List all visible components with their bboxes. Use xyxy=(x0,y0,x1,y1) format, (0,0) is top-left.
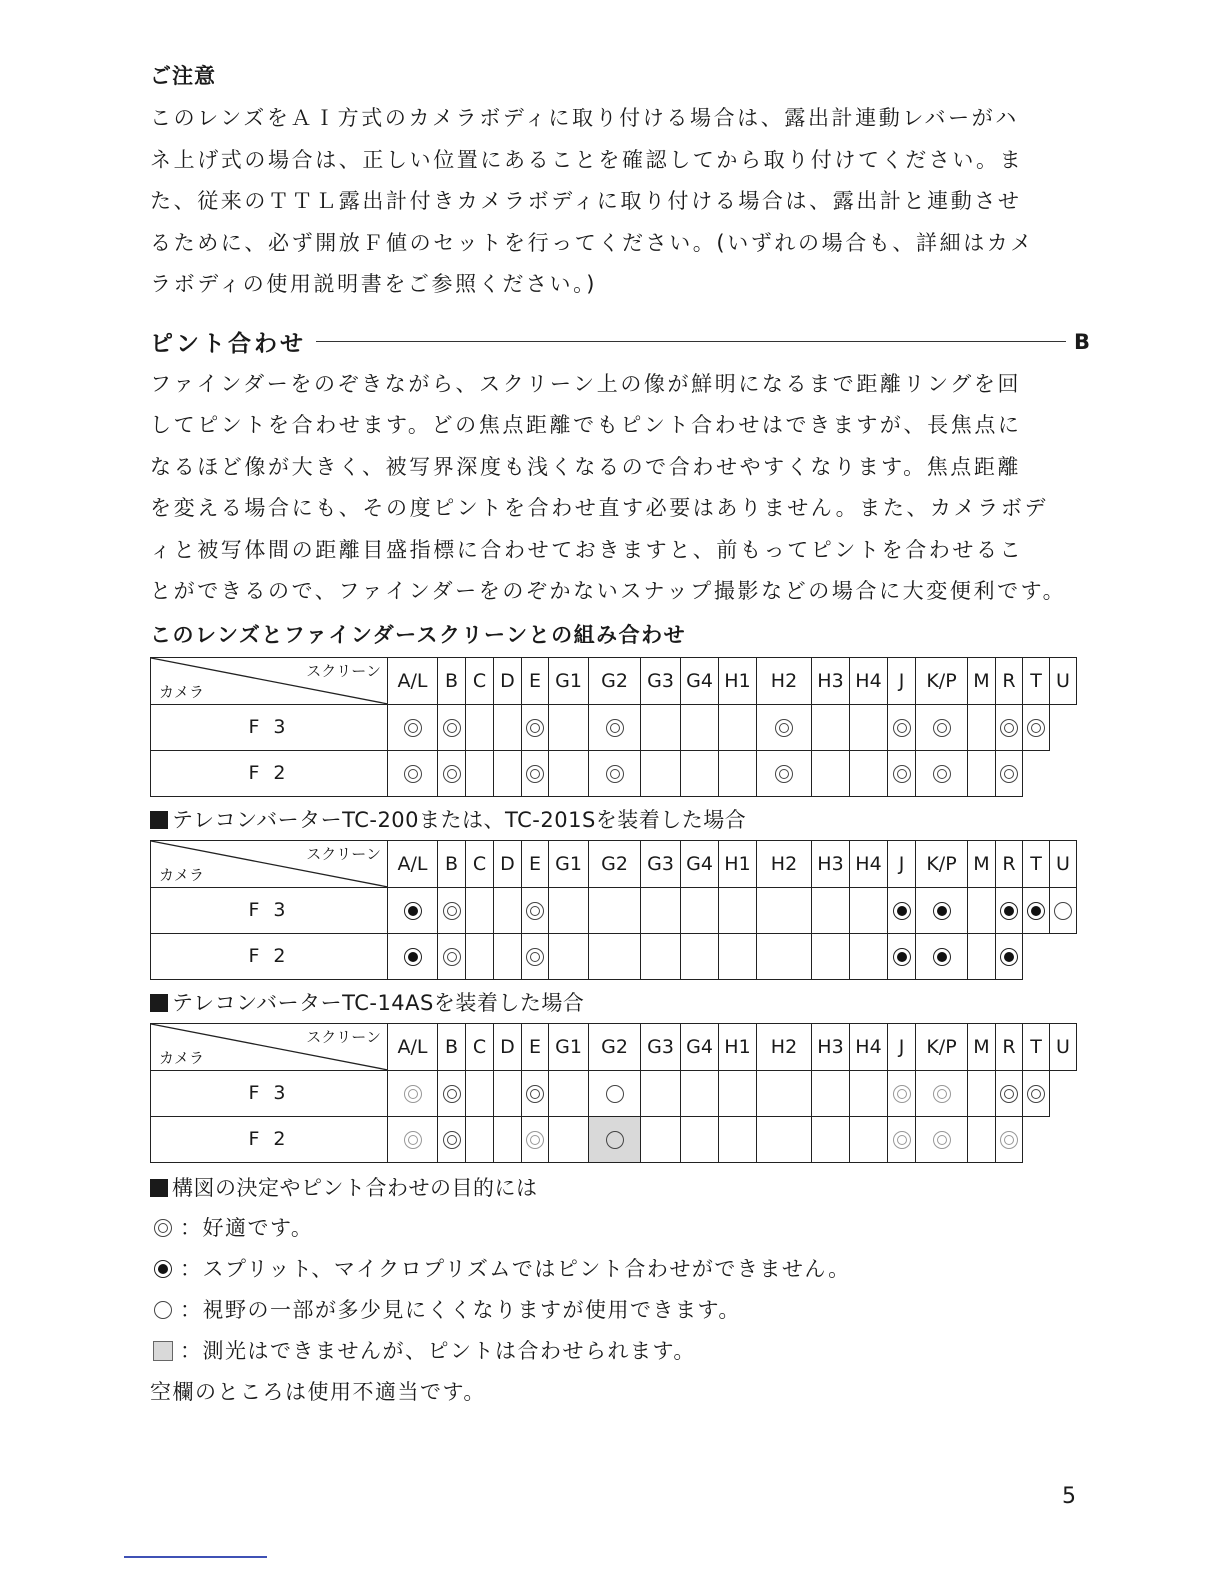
compat-cell xyxy=(641,1070,681,1116)
screen-column-header: G4 xyxy=(681,1023,719,1070)
camera-name-cell: F 3 xyxy=(151,1070,388,1116)
legend-text: ：測光はできませんが、ピントは合わせられます。 xyxy=(180,1338,696,1363)
empty-cell xyxy=(1050,750,1077,796)
filled-circle-icon xyxy=(933,948,951,966)
compat-cell xyxy=(719,887,757,933)
notice-title: ご注意 xyxy=(150,64,216,88)
notice-paragraph xyxy=(150,98,1090,306)
focus-section-heading xyxy=(150,320,1090,364)
compat-cell xyxy=(681,1070,719,1116)
double-circle-icon xyxy=(443,1131,461,1149)
compat-cell xyxy=(522,933,549,979)
table-row xyxy=(151,750,1077,796)
double-circle-icon xyxy=(443,902,461,920)
double-circle-icon xyxy=(443,765,461,783)
table-row xyxy=(151,887,1077,933)
compat-cell xyxy=(996,750,1023,796)
table-row xyxy=(151,933,1077,979)
notice-line: このレンズをＡＩ方式のカメラボディに取り付ける場合は、露出計連動レバーがハ xyxy=(150,106,1019,130)
corner-cell xyxy=(151,840,388,887)
camera-axis-label: カメラ xyxy=(159,682,205,701)
double-circle-icon xyxy=(154,1219,172,1237)
compat-cell xyxy=(466,704,494,750)
screen-column-header: G2 xyxy=(589,657,641,704)
compat-cell xyxy=(719,933,757,979)
compat-cell xyxy=(388,1070,438,1116)
screen-column-header: G1 xyxy=(549,657,589,704)
screen-column-header: A/L xyxy=(388,840,438,887)
compat-cell xyxy=(916,933,968,979)
screen-column-header: K/P xyxy=(916,1023,968,1070)
focus-line: ィと被写体間の距離目盛指標に合わせておきますと、前もってピントを合わせるこ xyxy=(150,537,1024,562)
double-circle-icon xyxy=(1000,719,1018,737)
screen-column-header: G1 xyxy=(549,1023,589,1070)
screen-column-header: G3 xyxy=(641,1023,681,1070)
screen-column-header: A/L xyxy=(388,1023,438,1070)
double-circle-icon xyxy=(1000,1131,1018,1149)
compat-cell xyxy=(757,1116,812,1162)
double-circle-icon xyxy=(893,1131,911,1149)
legend-title-text: 構図の決定やピント合わせの目的には xyxy=(172,1175,538,1200)
empty-cell xyxy=(1050,1070,1077,1116)
double-circle-icon xyxy=(526,719,544,737)
empty-cell xyxy=(1050,933,1077,979)
empty-cell xyxy=(1050,704,1077,750)
double-circle-icon xyxy=(404,1131,422,1149)
double-circle-icon xyxy=(606,765,624,783)
focus-line: してピントを合わせます。どの焦点距離でもピント合わせはできますが、長焦点に xyxy=(150,413,1022,437)
screen-column-header: K/P xyxy=(916,657,968,704)
filled-circle-icon xyxy=(1000,902,1018,920)
compat-cell xyxy=(888,887,916,933)
compat-cell xyxy=(1050,887,1077,933)
compat-cell xyxy=(850,704,888,750)
legend-text: ：スプリット、マイクロプリズムではピント合わせができません。 xyxy=(180,1256,851,1281)
compat-cell xyxy=(719,1116,757,1162)
filled-circle-icon xyxy=(893,948,911,966)
compat-cell xyxy=(812,704,850,750)
screen-column-header: H3 xyxy=(812,1023,850,1070)
legend-footer: 空欄のところは使用不適当です。 xyxy=(150,1379,486,1404)
double-circle-icon xyxy=(893,719,911,737)
table-row xyxy=(151,1116,1077,1162)
camera-name-cell: F 3 xyxy=(151,887,388,933)
double-circle-icon xyxy=(526,765,544,783)
table-header-row xyxy=(151,657,1077,704)
compat-grid xyxy=(150,840,1077,980)
compat-cell xyxy=(494,933,522,979)
compat-cell xyxy=(388,704,438,750)
compat-cell xyxy=(589,887,641,933)
screen-axis-label: スクリーン xyxy=(306,661,381,680)
compat-table-0 xyxy=(150,657,1090,800)
filled-circle-icon xyxy=(404,948,422,966)
screen-column-header: C xyxy=(466,840,494,887)
compat-cell xyxy=(916,1070,968,1116)
screen-column-header: J xyxy=(888,840,916,887)
compat-cell xyxy=(641,750,681,796)
compat-cell xyxy=(438,933,466,979)
compat-cell xyxy=(850,1116,888,1162)
screen-column-header: H2 xyxy=(757,657,812,704)
compat-cell xyxy=(438,1116,466,1162)
double-circle-icon xyxy=(526,1085,544,1103)
compat-grid xyxy=(150,1023,1077,1163)
open-circle-icon xyxy=(154,1301,172,1319)
camera-axis-label: カメラ xyxy=(159,865,205,884)
notice-line: ネ上げ式の場合は、正しい位置にあることを確認してから取り付けてください。ま xyxy=(150,147,1024,172)
double-circle-icon xyxy=(404,1085,422,1103)
compat-cell xyxy=(549,933,589,979)
table-header-row xyxy=(151,840,1077,887)
double-circle-icon xyxy=(443,1085,461,1103)
compat-cell xyxy=(466,887,494,933)
compat-cell xyxy=(589,704,641,750)
compat-cell xyxy=(549,704,589,750)
compat-cell xyxy=(757,704,812,750)
screen-column-header: C xyxy=(466,657,494,704)
screen-column-header: H4 xyxy=(850,1023,888,1070)
compat-cell xyxy=(589,750,641,796)
screen-column-header: G1 xyxy=(549,840,589,887)
compat-cell xyxy=(968,1116,996,1162)
compat-cell xyxy=(438,704,466,750)
screen-column-header: U xyxy=(1050,1023,1077,1070)
open-circle-icon xyxy=(606,1131,624,1149)
screen-column-header: G4 xyxy=(681,840,719,887)
compat-cell xyxy=(850,887,888,933)
square-bullet-icon xyxy=(150,811,168,829)
compat-cell xyxy=(996,933,1023,979)
double-circle-icon xyxy=(933,765,951,783)
focus-line: とができるので、ファインダーをのぞかないスナップ撮影などの場合に大変便利です。 xyxy=(150,579,1067,603)
teleconverter-heading-1 xyxy=(150,806,1090,834)
shaded-square-icon xyxy=(153,1341,173,1361)
compat-cell xyxy=(719,750,757,796)
compat-cell xyxy=(1023,887,1050,933)
compat-cell xyxy=(494,750,522,796)
compat-cell xyxy=(996,1070,1023,1116)
page-number: 5 xyxy=(1062,1484,1076,1509)
compat-cell xyxy=(549,1070,589,1116)
double-circle-icon xyxy=(404,765,422,783)
compat-cell xyxy=(522,887,549,933)
compat-cell xyxy=(438,750,466,796)
screen-column-header: H1 xyxy=(719,657,757,704)
screen-column-header: H2 xyxy=(757,1023,812,1070)
screen-column-header: B xyxy=(438,1023,466,1070)
focus-title: ピント合わせ xyxy=(150,331,306,357)
screen-column-header: G3 xyxy=(641,657,681,704)
double-circle-icon xyxy=(775,719,793,737)
focus-line: なるほど像が大きく、被写界深度も浅くなるので合わせやすくなります。焦点距離 xyxy=(150,454,1022,479)
compat-cell xyxy=(1023,1070,1050,1116)
screen-column-header: K/P xyxy=(916,840,968,887)
double-circle-icon xyxy=(775,765,793,783)
compat-grid xyxy=(150,657,1077,797)
screen-column-header: J xyxy=(888,1023,916,1070)
double-circle-icon xyxy=(606,719,624,737)
focus-paragraph xyxy=(150,364,1090,613)
filled-circle-icon xyxy=(154,1260,172,1278)
compat-cell xyxy=(850,1070,888,1116)
compat-cell xyxy=(549,1116,589,1162)
screen-column-header: R xyxy=(996,1023,1023,1070)
camera-name-cell: F 2 xyxy=(151,933,388,979)
notice-line: るために、必ず開放Ｆ値のセットを行ってください。(いずれの場合も、詳細はカメ xyxy=(150,230,1034,255)
compat-cell xyxy=(996,704,1023,750)
screen-column-header: G2 xyxy=(589,840,641,887)
compat-cell xyxy=(681,750,719,796)
compat-cell xyxy=(466,933,494,979)
screen-column-header: B xyxy=(438,657,466,704)
filled-circle-icon xyxy=(1000,948,1018,966)
double-circle-icon xyxy=(1000,1085,1018,1103)
compat-cell xyxy=(757,933,812,979)
compat-cell xyxy=(996,1116,1023,1162)
compat-cell xyxy=(757,1070,812,1116)
compat-cell xyxy=(438,887,466,933)
screen-axis-label: スクリーン xyxy=(306,1027,381,1046)
compat-cell xyxy=(494,887,522,933)
compat-cell xyxy=(968,1070,996,1116)
notice-line: ラボディの使用説明書をご参照ください。) xyxy=(150,272,598,296)
open-circle-icon xyxy=(606,1085,624,1103)
compat-cell xyxy=(466,1070,494,1116)
subheading-text: テレコンバーターTC-14ASを装着した場合 xyxy=(172,990,585,1015)
legend-text: ：好適です。 xyxy=(180,1215,314,1240)
compat-cell xyxy=(681,887,719,933)
double-circle-icon xyxy=(893,1085,911,1103)
legend-item-suitable xyxy=(150,1208,1090,1249)
double-circle-icon xyxy=(404,719,422,737)
legend-item-partial xyxy=(150,1290,1090,1331)
compat-cell xyxy=(812,750,850,796)
compat-cell xyxy=(888,1070,916,1116)
square-bullet-icon xyxy=(150,1179,168,1197)
empty-cell xyxy=(1023,750,1050,796)
double-circle-icon xyxy=(443,948,461,966)
screen-column-header: G4 xyxy=(681,657,719,704)
screen-column-header: H3 xyxy=(812,657,850,704)
page-content xyxy=(150,60,1090,1413)
screen-column-header: M xyxy=(968,840,996,887)
camera-name-cell: F 2 xyxy=(151,750,388,796)
compat-cell xyxy=(719,1070,757,1116)
compat-table-2 xyxy=(150,1023,1090,1166)
table-row xyxy=(151,704,1077,750)
screen-column-header: H4 xyxy=(850,840,888,887)
screen-column-header: G3 xyxy=(641,840,681,887)
legend-title xyxy=(150,1174,1090,1202)
compat-cell xyxy=(812,1070,850,1116)
compat-cell xyxy=(522,704,549,750)
compat-cell xyxy=(681,704,719,750)
subheading-text: テレコンバーターTC-200または、TC-201Sを装着した場合 xyxy=(172,807,747,832)
screen-column-header: G2 xyxy=(589,1023,641,1070)
screen-column-header: M xyxy=(968,1023,996,1070)
compat-cell xyxy=(589,1116,641,1162)
compat-cell xyxy=(916,887,968,933)
compat-cell xyxy=(522,750,549,796)
table-row xyxy=(151,1070,1077,1116)
focus-figure-mark: B xyxy=(1073,329,1090,354)
compat-cell xyxy=(888,933,916,979)
screen-column-header: H3 xyxy=(812,840,850,887)
compat-cell xyxy=(812,933,850,979)
double-circle-icon xyxy=(526,1131,544,1149)
compat-cell xyxy=(494,1116,522,1162)
teleconverter-heading-2 xyxy=(150,989,1090,1017)
compat-cell xyxy=(812,887,850,933)
screen-column-header: C xyxy=(466,1023,494,1070)
camera-axis-label: カメラ xyxy=(159,1048,205,1067)
screen-column-header: T xyxy=(1023,1023,1050,1070)
filled-circle-icon xyxy=(933,902,951,920)
screen-column-header: E xyxy=(522,1023,549,1070)
focus-line: ファインダーをのぞきながら、スクリーン上の像が鮮明になるまで距離リングを回 xyxy=(150,371,1022,396)
camera-name-cell: F 3 xyxy=(151,704,388,750)
compat-cell xyxy=(466,750,494,796)
compat-cell xyxy=(888,704,916,750)
screen-column-header: H4 xyxy=(850,657,888,704)
compat-cell xyxy=(968,887,996,933)
compat-cell xyxy=(916,704,968,750)
compat-cell xyxy=(996,887,1023,933)
corner-cell xyxy=(151,657,388,704)
heading-rule xyxy=(316,341,1066,342)
screen-axis-label: スクリーン xyxy=(306,844,381,863)
compat-cell xyxy=(641,933,681,979)
compat-cell xyxy=(888,1116,916,1162)
compat-cell xyxy=(549,750,589,796)
compat-cell xyxy=(641,704,681,750)
footer-rule xyxy=(124,1556,267,1558)
screen-column-header: H2 xyxy=(757,840,812,887)
double-circle-icon xyxy=(526,902,544,920)
compat-cell xyxy=(589,1070,641,1116)
compat-cell xyxy=(438,1070,466,1116)
empty-cell xyxy=(1023,933,1050,979)
double-circle-icon xyxy=(443,719,461,737)
screen-column-header: U xyxy=(1050,657,1077,704)
compat-cell xyxy=(850,750,888,796)
screen-column-header: T xyxy=(1023,840,1050,887)
table-header-row xyxy=(151,1023,1077,1070)
screen-column-header: R xyxy=(996,657,1023,704)
screen-column-header: E xyxy=(522,657,549,704)
screen-column-header: A/L xyxy=(388,657,438,704)
double-circle-icon xyxy=(933,1131,951,1149)
compat-cell xyxy=(641,887,681,933)
double-circle-icon xyxy=(526,948,544,966)
compat-cell xyxy=(757,750,812,796)
compat-cell xyxy=(916,1116,968,1162)
double-circle-icon xyxy=(1000,765,1018,783)
legend-text: ：視野の一部が多少見にくくなりますが使用できます。 xyxy=(180,1297,741,1322)
compat-cell xyxy=(388,933,438,979)
compat-cell xyxy=(968,704,996,750)
compat-cell xyxy=(812,1116,850,1162)
screen-column-header: D xyxy=(494,840,522,887)
compat-cell xyxy=(719,704,757,750)
camera-name-cell: F 2 xyxy=(151,1116,388,1162)
compat-cell xyxy=(1023,704,1050,750)
compat-table-1 xyxy=(150,840,1090,983)
screen-column-header: R xyxy=(996,840,1023,887)
compat-cell xyxy=(466,1116,494,1162)
notice-line: た、従来のＴＴＬ露出計付きカメラボディに取り付ける場合は、露出計と連動させ xyxy=(150,189,1022,213)
double-circle-icon xyxy=(893,765,911,783)
double-circle-icon xyxy=(933,719,951,737)
screen-column-header: B xyxy=(438,840,466,887)
compat-cell xyxy=(888,750,916,796)
compat-cell xyxy=(681,1116,719,1162)
screen-column-header: H1 xyxy=(719,1023,757,1070)
screen-column-header: M xyxy=(968,657,996,704)
empty-cell xyxy=(1023,1116,1050,1162)
corner-cell xyxy=(151,1023,388,1070)
compat-cell xyxy=(388,750,438,796)
compat-cell xyxy=(916,750,968,796)
empty-cell xyxy=(1050,1116,1077,1162)
filled-circle-icon xyxy=(1027,902,1045,920)
screen-column-header: U xyxy=(1050,840,1077,887)
legend-item-no-split xyxy=(150,1249,1090,1290)
compat-cell xyxy=(549,887,589,933)
square-bullet-icon xyxy=(150,994,168,1012)
open-circle-icon xyxy=(1054,902,1072,920)
compat-cell xyxy=(681,933,719,979)
compat-cell xyxy=(522,1116,549,1162)
compat-cell xyxy=(494,704,522,750)
compat-cell xyxy=(388,887,438,933)
double-circle-icon xyxy=(1027,1085,1045,1103)
screen-column-header: H1 xyxy=(719,840,757,887)
filled-circle-icon xyxy=(404,902,422,920)
compat-cell xyxy=(589,933,641,979)
compat-cell xyxy=(641,1116,681,1162)
compat-cell xyxy=(388,1116,438,1162)
compat-cell xyxy=(522,1070,549,1116)
filled-circle-icon xyxy=(893,902,911,920)
legend-item-no-metering xyxy=(150,1331,1090,1372)
screen-column-header: D xyxy=(494,1023,522,1070)
screen-column-header: D xyxy=(494,657,522,704)
compat-cell xyxy=(850,933,888,979)
screen-column-header: T xyxy=(1023,657,1050,704)
screen-column-header: J xyxy=(888,657,916,704)
double-circle-icon xyxy=(1027,719,1045,737)
focus-line: を変える場合にも、その度ピントを合わせ直す必要はありません。また、カメラボデ xyxy=(150,496,1049,520)
compat-cell xyxy=(494,1070,522,1116)
screen-column-header: E xyxy=(522,840,549,887)
double-circle-icon xyxy=(933,1085,951,1103)
compat-cell xyxy=(968,750,996,796)
compat-cell xyxy=(968,933,996,979)
combo-table-title: このレンズとファインダースクリーンとの組み合わせ xyxy=(150,622,687,647)
compat-cell xyxy=(757,887,812,933)
